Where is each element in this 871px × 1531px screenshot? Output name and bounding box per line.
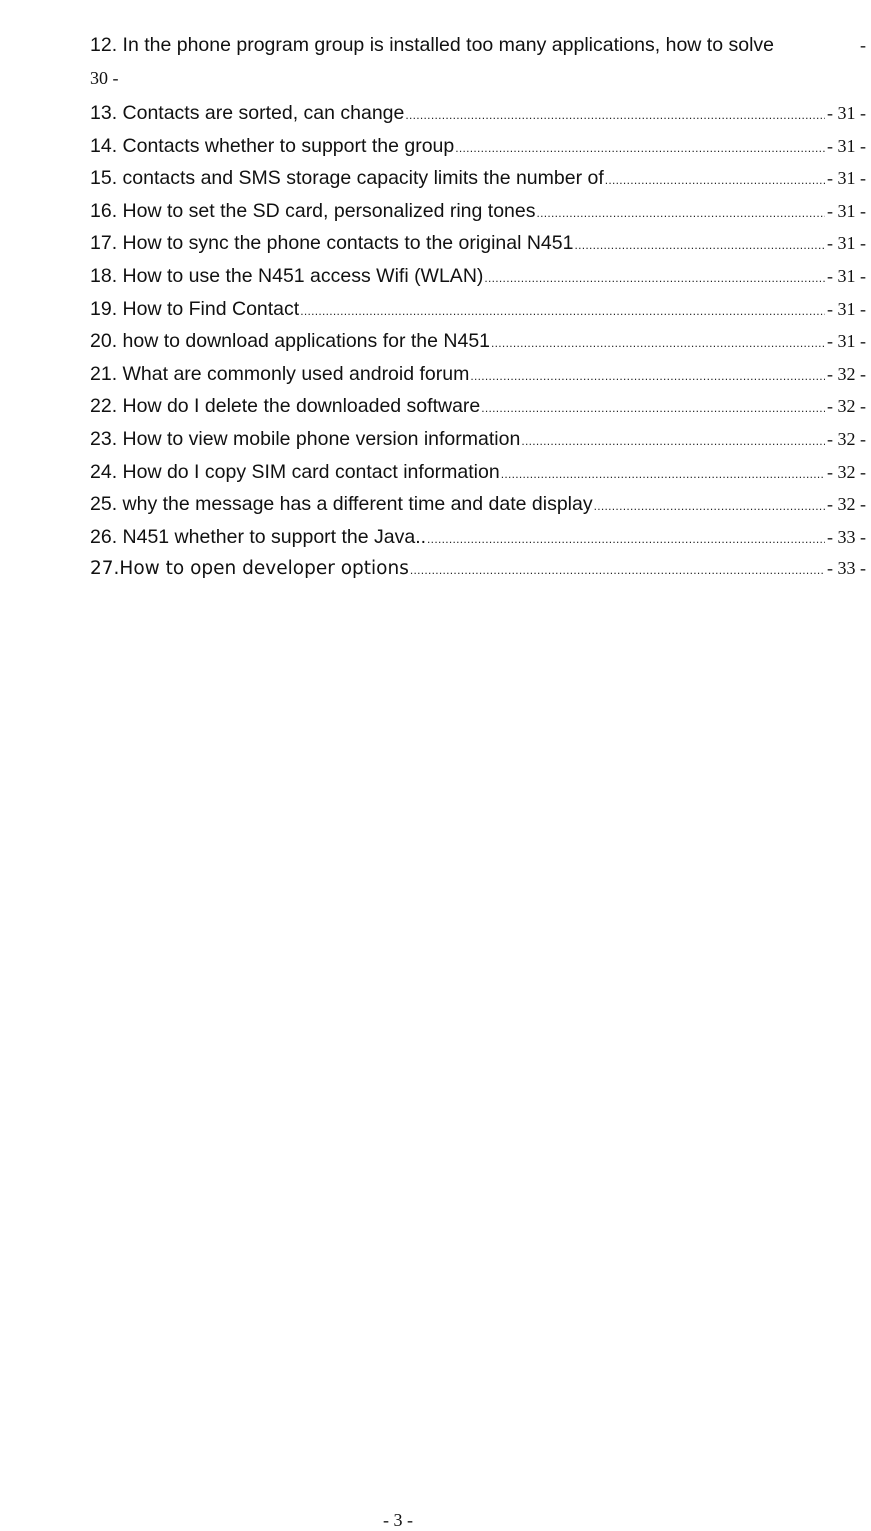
toc-entry-21[interactable]: [90, 363, 866, 396]
dot-leader: [605, 173, 825, 187]
toc-entry-title: 13. Contacts are sorted, can change: [90, 102, 405, 124]
toc-entry-14[interactable]: [90, 135, 866, 168]
dot-leader: [594, 499, 825, 513]
toc-entry-27[interactable]: [90, 558, 866, 591]
dot-leader: [521, 434, 825, 448]
toc-entry-title: 15. contacts and SMS storage capacity limits the number of: [90, 167, 604, 190]
toc-entry-18[interactable]: [90, 265, 866, 298]
toc-entry-title: 17. How to sync the phone contacts to the original N451: [90, 232, 574, 255]
toc-entry-19[interactable]: [90, 298, 866, 331]
toc-entry-page: - 31 -: [827, 168, 866, 189]
toc-entry-title: 24. How do I copy SIM card contact information: [90, 460, 500, 483]
table-of-contents: [90, 34, 866, 591]
toc-entry-24[interactable]: [90, 461, 866, 494]
toc-entry-25[interactable]: [90, 493, 866, 526]
dot-leader: [537, 206, 826, 220]
toc-entry-title: 25. why the message has a different time and date display: [90, 493, 593, 516]
dot-leader: [470, 369, 825, 383]
toc-entry-15[interactable]: [90, 167, 866, 200]
dot-leader: [405, 108, 825, 122]
toc-entry-12-line1: [90, 34, 866, 68]
toc-entry-page: - 32 -: [827, 396, 866, 417]
dot-leader: [491, 336, 825, 350]
toc-entry-page: - 31 -: [827, 135, 866, 156]
toc-entry-title: 21. What are commonly used android forum: [90, 362, 470, 385]
toc-entry-22[interactable]: [90, 395, 866, 428]
toc-entry-title: 20. how to download applications for the N451: [90, 330, 491, 353]
toc-entry-20[interactable]: [90, 330, 866, 363]
page-number: - 3 -: [383, 1510, 413, 1530]
toc-entry-page: - 31 -: [827, 265, 866, 286]
toc-entry-title: 23. How to view mobile phone version information: [90, 427, 521, 450]
toc-entry-title: 14. Contacts whether to support the group: [90, 134, 455, 157]
toc-entry-title: 19. How to Find Contact: [90, 297, 300, 320]
toc-entry-title: 12. In the phone program group is installed too many applications, how to solve: [90, 34, 774, 56]
toc-entry-12[interactable]: [90, 34, 866, 102]
toc-entry-title: 18. How to use the N451 access Wifi (WLAN): [90, 264, 484, 287]
toc-entry-page: - 31 -: [827, 298, 866, 319]
toc-entry-16[interactable]: [90, 200, 866, 233]
dot-leader: [484, 271, 825, 285]
toc-entry-title: 22. How do I delete the downloaded software: [90, 395, 481, 418]
toc-entry-title: 16. How to set the SD card, personalized ring tones: [90, 199, 536, 222]
toc-entry-page: - 31 -: [827, 200, 866, 221]
dot-leader: [574, 238, 825, 252]
toc-entry-page: - 32 -: [827, 494, 866, 515]
toc-entry-23[interactable]: [90, 428, 866, 461]
dot-leader: [427, 532, 825, 546]
toc-entry-13[interactable]: [90, 102, 866, 135]
toc-entry-26[interactable]: [90, 526, 866, 559]
dot-leader: [410, 563, 825, 577]
toc-entry-page: - 31 -: [827, 233, 866, 254]
dot-leader: [501, 467, 825, 481]
dot-leader: [455, 141, 825, 155]
toc-entry-page-start: -: [860, 35, 866, 55]
toc-entry-17[interactable]: [90, 232, 866, 265]
toc-entry-page: - 33 -: [827, 526, 866, 547]
toc-entry-page: - 32 -: [827, 461, 866, 482]
toc-entry-page: - 31 -: [827, 331, 866, 352]
dot-leader: [481, 401, 825, 415]
dot-leader: [300, 304, 825, 318]
toc-entry-title: 27.How to open developer options: [90, 558, 409, 580]
toc-entry-title: 26. N451 whether to support the Java..: [90, 525, 427, 548]
toc-entry-page: - 32 -: [827, 363, 866, 384]
toc-entry-page: - 31 -: [827, 103, 866, 123]
toc-entry-page: 30 -: [90, 68, 119, 88]
toc-entry-page: - 32 -: [827, 428, 866, 449]
toc-entry-page: - 33 -: [827, 558, 866, 579]
